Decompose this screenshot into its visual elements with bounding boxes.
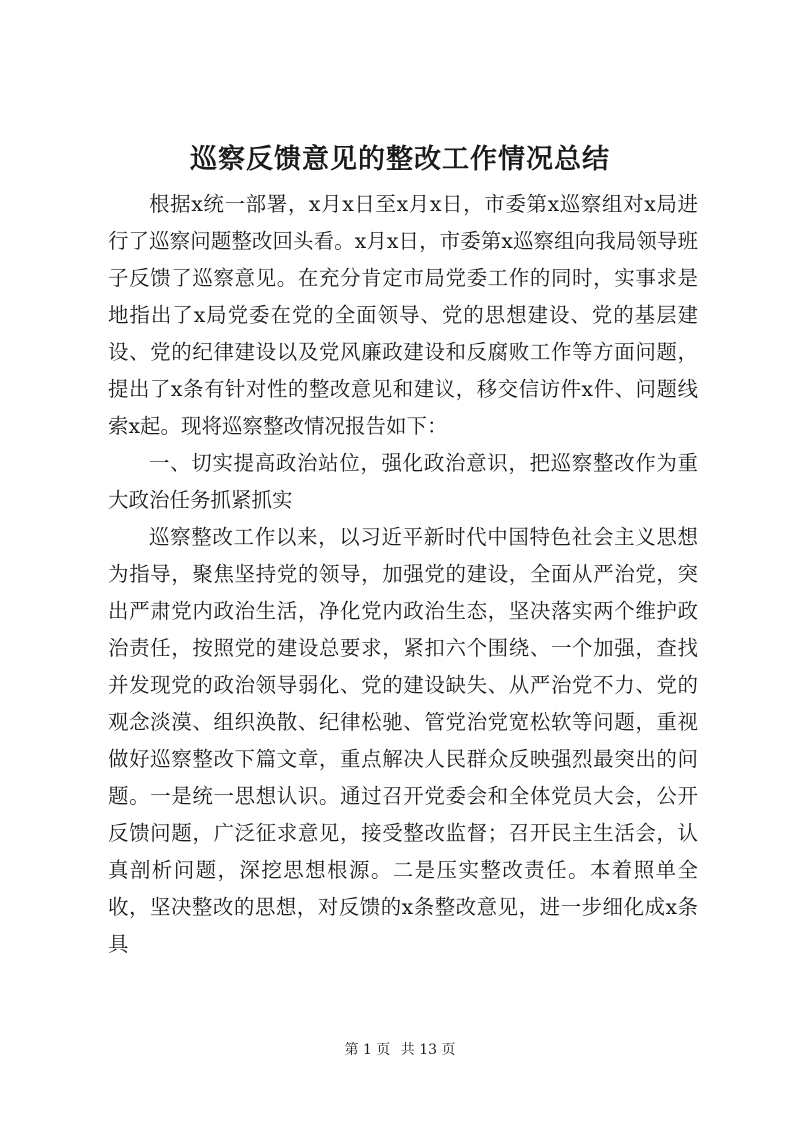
section-heading-1: 一、切实提高政治站位，强化政治意识，把巡察整改作为重大政治任务抓紧抓实 [108,451,698,512]
page-total: 共 13 页 [400,1042,456,1058]
page-number: 第 1 页 [344,1042,391,1058]
paragraph-intro: 根据x统一部署，x月x日至x月x日，市委第x巡察组对x局进行了巡察问题整改回头看。x月x日，市委第x巡察组向我局领导班子反馈了巡察意见。在充分肯定市局党委工作的同时，实事求是地指出了x局党委在党的全面领导、党的思想建设、党的基层建设、党的纪律建设以及党风廉政建设和反腐败工作等方面问题，提出了x条有针对性的整改意见和建议，移交信访件x件、问题线索x起。现将巡察整改情况报告如下： [108,192,698,438]
document-title: 巡察反馈意见的整改工作情况总结 [190,144,610,175]
paragraph-section-1: 巡察整改工作以来，以习近平新时代中国特色社会主义思想为指导，聚焦坚持党的领导，加强党的建设，全面从严治党，突出严肃党内政治生活，净化党内政治生态，坚决落实两个维护政治责任，按照党的建设总要求，紧扣六个围绕、一个加强，查找并发现党的政治领导弱化、党的建设缺失、从严治党不力、党的观念淡漠、组织涣散、纪律松驰、管党治党宽松软等问题，重视做好巡察整改下篇文章，重点解决人民群众反映强烈最突出的问题。一是统一思想认识。通过召开党委会和全体党员大会，公开反馈问题，广泛征求意见，接受整改监督；召开民主生活会，认真剖析问题，深挖思想根源。二是压实整改责任。本着照单全收，坚决整改的思想，对反馈的x条整改意见，进一步细化成x条具 [108,525,698,956]
document-body [108,186,698,963]
page-footer [0,1040,800,1060]
